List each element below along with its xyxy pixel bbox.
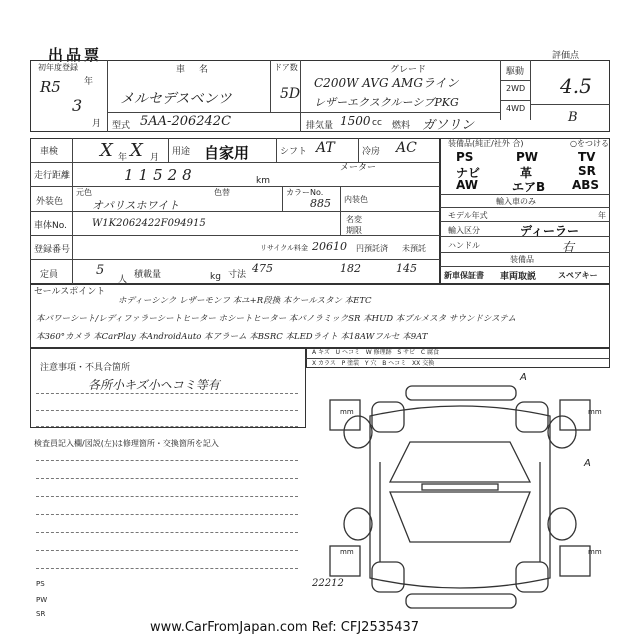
length-value: 475: [252, 262, 273, 275]
mileage-label: 走行距離: [34, 171, 71, 181]
model-value: 5AA-206242C: [140, 114, 232, 129]
inspection-label: 車検: [40, 147, 59, 157]
equip-ps: PS: [456, 150, 474, 164]
registration-label: 登録番号: [34, 245, 71, 255]
first-reg-label: 初年度登録: [38, 63, 78, 72]
interior-color-label: 内装色: [344, 195, 368, 204]
recycle-value: 20610: [312, 240, 347, 253]
bottom-code: 22212: [312, 578, 344, 589]
equipment-header: 装備品(純正/社外 合): [448, 139, 524, 148]
chassis-value: W1K2062422F094915: [92, 218, 206, 229]
model-label: 型式: [112, 121, 131, 131]
interior-score: B: [568, 110, 578, 125]
height-value: 145: [396, 262, 417, 275]
model-year-label: モデル年式: [448, 211, 488, 220]
acc-warranty: 新車保証書: [444, 271, 484, 280]
recycle-unpaid-label: 未預託: [402, 244, 426, 253]
inspection-month: X: [130, 140, 143, 161]
car-name-label: 車名: [176, 65, 223, 75]
drive-2wd: 2WD: [506, 84, 526, 93]
color-no-label: カラーNo.: [286, 188, 324, 197]
drive-4wd: 4WD: [506, 104, 526, 113]
inspection-value: X: [100, 140, 113, 161]
sales-points-line3: 本360°カメラ 本CarPlay 本AndroidAuto 本アラーム 本BSRC 本LEDライト 本18AWフルセ 本9AT: [36, 332, 428, 342]
equip-leather: 革: [520, 166, 533, 180]
shift-value: AT: [316, 140, 335, 156]
notes-value: 各所小キズ小ヘコミ等有: [88, 378, 220, 392]
equipment-circle-note: ○をつける: [570, 139, 609, 148]
grade-label: グレード: [390, 65, 427, 75]
displacement-value: 1500: [340, 114, 371, 128]
diagram-mm-3: mm: [340, 548, 354, 556]
recycle-deposit-label: 円預託済: [356, 244, 388, 253]
accessories-label: 装備品: [510, 255, 534, 264]
use-label: 用途: [172, 147, 191, 157]
capacity-value: 5: [96, 263, 105, 278]
handle-value: 右: [562, 240, 575, 254]
legend-codes-row2: X カラス P 塗装 Y 穴 B ヘコミ XX 交換: [312, 360, 435, 367]
first-reg-year-unit: 年: [84, 77, 94, 87]
side-label-sr: SR: [36, 610, 46, 618]
ac-value: AC: [396, 140, 417, 156]
equip-airbag: エアB: [512, 180, 546, 194]
sales-points-line1: ホディーシンク レザーモンフ 本ユ+R段換 本ケールスタン 本ETC: [118, 296, 372, 306]
diagram-mm-2: mm: [588, 408, 602, 416]
equip-abs: ABS: [572, 178, 600, 192]
import-class-label: 輸入区分: [448, 226, 480, 235]
load-unit: kg: [210, 272, 221, 282]
diagram-mm-1: mm: [340, 408, 354, 416]
footer-reference: www.CarFromJapan.com Ref: CFJ2535437: [150, 620, 420, 635]
score-value: 4.5: [560, 74, 592, 98]
acc-manual: 車両取説: [500, 272, 537, 282]
diagram-mm-4: mm: [588, 548, 602, 556]
grade-line1: C200W AVG AMGライン: [314, 76, 459, 90]
deadline-label: 期限: [346, 226, 362, 235]
capacity-unit: 人: [118, 275, 128, 285]
import-label: 輸入車のみ: [496, 197, 536, 206]
ac-label: 冷房: [362, 147, 381, 157]
recycle-label: リサイクル料金: [260, 244, 309, 252]
color-label: 外装色: [36, 197, 64, 207]
diagram-mark-a1: A: [520, 372, 527, 383]
meter-label: メーター: [340, 163, 377, 173]
color-sub-label: 色替: [214, 188, 230, 197]
handle-label: ハンドル: [448, 241, 480, 250]
door-label: ドア数: [274, 63, 298, 72]
model-year-unit: 年: [598, 211, 606, 220]
color-no-value: 885: [310, 197, 331, 210]
sales-points-line2: 本パワーシート/レディファラーシートヒーター ホシートヒーター 本パノラミックSR 本HUD 本ブルメスタ サウンドシステム: [36, 314, 517, 324]
displacement-label: 排気量: [306, 121, 334, 131]
mileage-unit: km: [256, 176, 270, 186]
fuel-value: ガソリン: [422, 118, 475, 133]
acc-sparekey: スペアキー: [558, 271, 598, 280]
equip-navi: ナビ: [456, 166, 481, 180]
color-value: オパリスホワイト: [92, 199, 180, 212]
displacement-unit: cc: [372, 118, 382, 128]
notes-label: 注意事項・不具合箇所: [40, 363, 131, 373]
inspection-year-unit: 年: [118, 153, 128, 163]
score-label: 評価点: [552, 51, 580, 61]
equip-sr: SR: [578, 164, 596, 178]
size-label: 寸法: [228, 270, 247, 280]
inspection-month-unit: 月: [150, 153, 160, 163]
fuel-label: 燃料: [392, 121, 411, 131]
width-value: 182: [340, 262, 361, 275]
legend-codes-row1: A キズ U ヘコミ W 修理跡 S サビ C 腐食: [312, 349, 439, 356]
shift-label: シフト: [280, 147, 308, 157]
equip-tv: TV: [578, 150, 596, 164]
first-reg-value: R5: [40, 78, 61, 96]
door-value: 5D: [280, 86, 301, 102]
equip-aw: AW: [456, 178, 478, 192]
mileage-value: 11528: [124, 166, 197, 184]
use-value: 自家用: [204, 144, 250, 162]
capacity-label: 定員: [40, 270, 59, 280]
import-class-value: ディーラー: [520, 224, 580, 238]
side-label-pw: PW: [36, 596, 48, 604]
name-change-label: 名変: [346, 215, 362, 224]
chassis-label: 車体No.: [34, 221, 67, 231]
page-title: 出品票: [48, 46, 103, 64]
first-reg-month: 3: [72, 96, 83, 115]
repair-label: 検査員記入欄/図説(左)は修理箇所・交換箇所を記入: [34, 439, 219, 448]
grade-line2: レザーエクスクルーシブPKG: [314, 96, 459, 109]
sales-points-label: セールスポイント: [34, 287, 106, 297]
drive-label: 駆動: [506, 67, 525, 77]
side-label-ps: PS: [36, 580, 45, 588]
orig-color-label: 元色: [76, 188, 92, 197]
car-name-value: メルセデスベンツ: [120, 91, 232, 107]
first-reg-month-unit: 月: [92, 119, 102, 129]
diagram-mark-a2: A: [584, 458, 591, 469]
equip-pw: PW: [516, 150, 539, 164]
car-damage-diagram: [310, 372, 610, 612]
load-label: 積載量: [134, 270, 162, 280]
